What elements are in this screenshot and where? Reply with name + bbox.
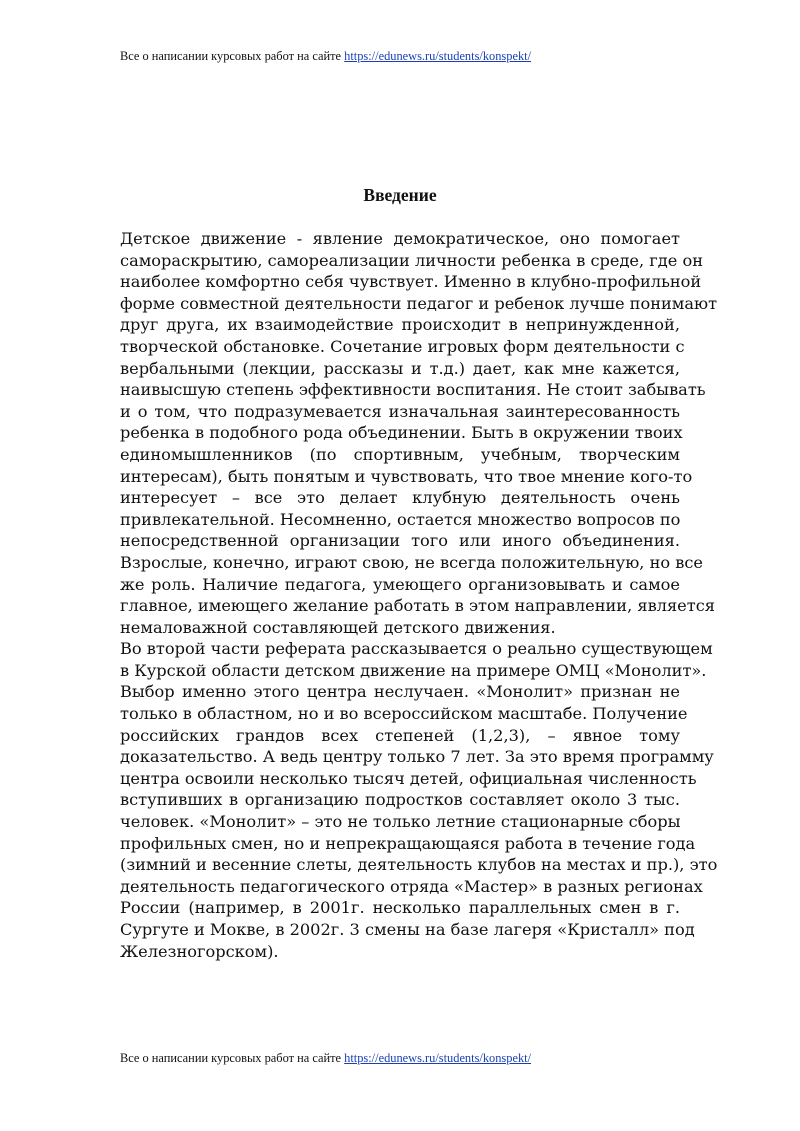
text-line: наиболее комфортно себя чувствует. Именно в клубно-профильной — [120, 272, 702, 292]
text-line: в Курской области детском движение на примере ОМЦ «Монолит». — [120, 660, 707, 680]
text-line: Сургуте и Мокве, в 2002г. 3 смены на базе лагеря «Кристалл» под — [120, 920, 695, 939]
text-line: творческой обстановке. Сочетание игровых форм деятельности с — [120, 336, 685, 356]
text-line: вербальными (лекции, рассказы и т.д.) дает, как мне кажется, — [120, 358, 680, 378]
footer-text: Все о написании курсовых работ на сайте — [120, 1051, 345, 1065]
text-line: форме совместной деятельности педагог и ребенок лучше понимают — [120, 293, 718, 313]
text-line: наивысшую степень эффективности воспитания. Не стоит забывать — [120, 380, 706, 400]
text-line: Взрослые, конечно, играют свою, не всегда положительную, но все — [120, 552, 704, 572]
header-link[interactable]: https://edunews.ru/students/konspekt/ — [344, 49, 532, 63]
text-line: самораскрытию, самореализации личности ребенка в среде, где он — [120, 250, 704, 270]
text-line: деятельность педагогического отряда «Мастер» в разных регионах — [120, 876, 703, 896]
section-title: Введение — [363, 185, 437, 205]
text-line: привлекательной. Несомненно, остается множество вопросов по — [120, 509, 681, 529]
body-paragraphs — [120, 228, 718, 962]
text-line: только в областном, но и во всероссийском масштабе. Получение — [120, 704, 688, 724]
header-text: Все о написании курсовых работ на сайте — [120, 49, 345, 63]
text-line: непосредственной организации того или иного объединения. — [120, 531, 680, 551]
text-line: немаловажной составляющей детского движения. — [120, 617, 556, 637]
text-line: интересам), быть понятым и чувствовать, что твое мнение кого-то — [120, 466, 693, 486]
text-line: России (например, в 2001г. несколько параллельных смен в г. — [120, 898, 680, 918]
text-line: ребенка в подобного рода объединении. Быть в окружении твоих — [120, 423, 683, 443]
text-line: человек. «Монолит» – это не только летние стационарные сборы — [120, 812, 681, 832]
page-header — [120, 48, 720, 64]
text-line: единомышленников (по спортивным, учебным, творческим — [120, 444, 680, 464]
text-line: и о том, что подразумевается изначальная заинтересованность — [120, 401, 680, 421]
text-line: интересует – все это делает клубную деятельность очень — [120, 488, 680, 508]
text-line: российских грандов всех степеней (1,2,3), – явное тому — [120, 725, 680, 745]
page-footer — [120, 1050, 720, 1066]
text-line: центра освоили несколько тысяч детей, официальная численность — [120, 768, 697, 788]
text-line: Выбор именно этого центра неслучаен. «Монолит» признан не — [120, 682, 680, 702]
text-line: Железногорском). — [120, 941, 279, 961]
text-line: (зимний и весенние слеты, деятельность клубов на местах и пр.), это — [120, 855, 718, 875]
text-line: доказательство. А ведь центру только 7 лет. За это время программу — [120, 747, 714, 767]
footer-link[interactable]: https://edunews.ru/students/konspekt/ — [344, 1051, 532, 1065]
text-line: Во второй части реферата рассказывается о реально существующем — [120, 639, 713, 659]
text-line: вступивших в организацию подростков составляет около 3 тыс. — [120, 790, 680, 810]
text-line: Детское движение - явление демократическое, оно помогает — [120, 229, 680, 248]
text-line: друг друга, их взаимодействие происходит в непринужденной, — [120, 315, 680, 335]
text-line: же роль. Наличие педагога, умеющего организовывать и самое — [120, 574, 680, 594]
text-line: профильных смен, но и непрекращающаяся работа в течение года — [120, 833, 696, 853]
text-line: главное, имеющего желание работать в этом направлении, является — [120, 596, 715, 616]
